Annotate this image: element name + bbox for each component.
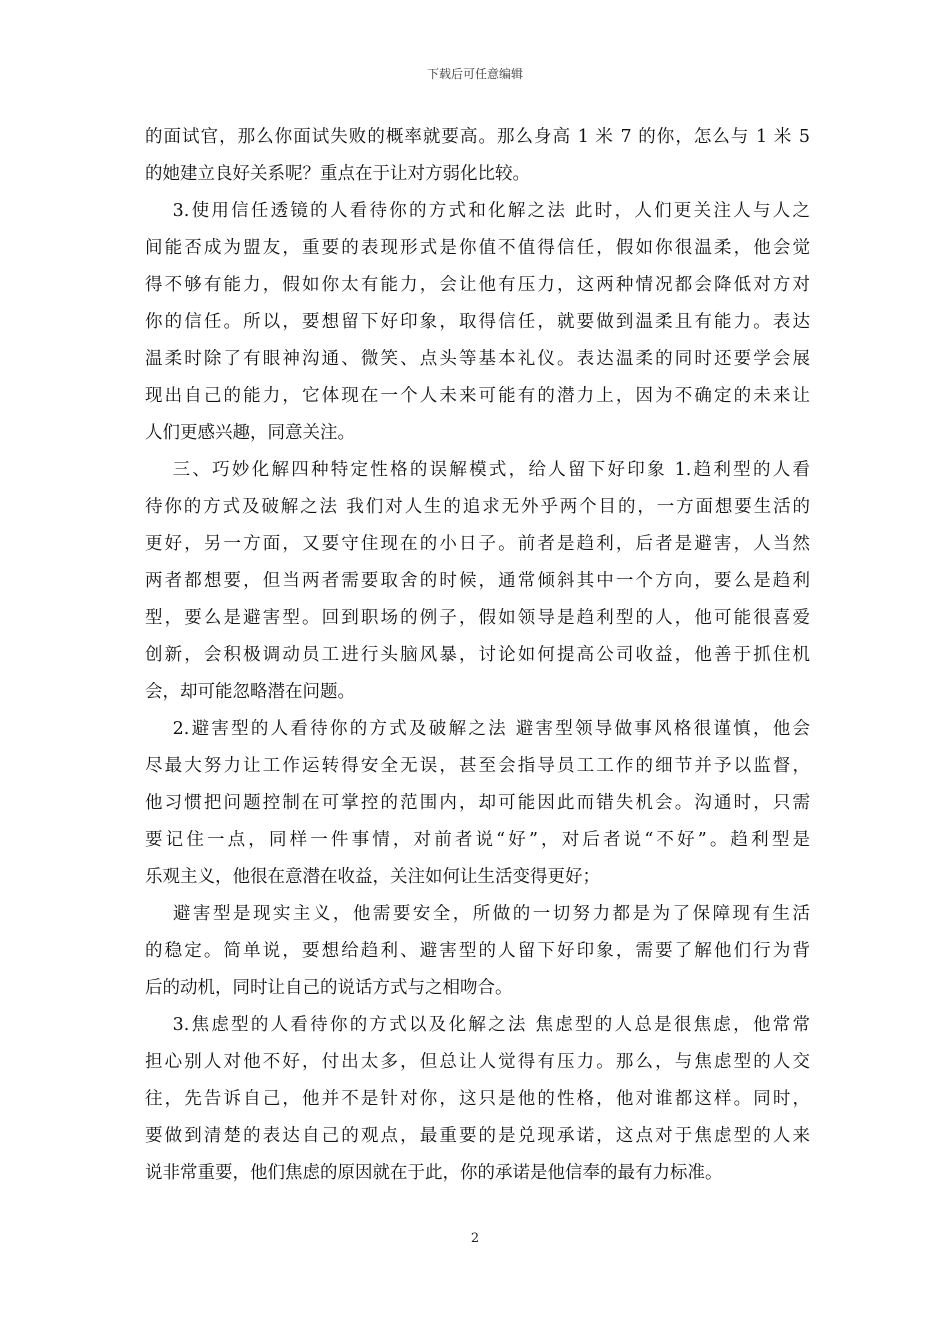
text-line: 要记住一点，同样一件事情，对前者说“好”，对后者说“不好”。趋利型是 xyxy=(145,830,810,850)
text-line: 人们更感兴趣，同意关注。 xyxy=(145,423,355,443)
text-line: 两者都想要，但当两者需要取舍的时候，通常倾斜其中一个方向，要么是趋利 xyxy=(145,571,810,591)
document-body xyxy=(145,119,810,1192)
text-line: 要做到清楚的表达自己的观点，最重要的是兑现承诺，这点对于焦虑型的人来 xyxy=(145,1126,810,1146)
text-line: 三、巧妙化解四种特定性格的误解模式，给人留下好印象 1.趋利型的人看 xyxy=(145,460,810,480)
text-line: 3.使用信任透镜的人看待你的方式和化解之法 此时，人们更关注人与人之 xyxy=(145,201,810,221)
paragraph xyxy=(145,119,810,193)
text-line: 担心别人对他不好，付出太多，但总让人觉得有压力。那么，与焦虑型的人交 xyxy=(145,1052,810,1072)
page-header: 下载后可任意编辑 xyxy=(426,67,523,81)
text-line: 更好，另一方面，又要守住现在的小日子。前者是趋利，后者是避害，人当然 xyxy=(145,534,810,554)
text-line: 会，却可能忽略潜在问题。 xyxy=(145,682,355,702)
paragraph xyxy=(145,896,810,1007)
text-line: 后的动机，同时让自己的说话方式与之相吻合。 xyxy=(145,978,513,998)
text-line: 创新，会积极调动员工进行头脑风暴，讨论如何提高公司收益，他善于抓住机 xyxy=(145,645,810,665)
text-line: 乐观主义，他很在意潜在收益，关注如何让生活变得更好； xyxy=(145,867,600,887)
text-line: 间能否成为盟友，重要的表现形式是你值不值得信任，假如你很温柔，他会觉 xyxy=(145,238,810,258)
text-line: 型，要么是避害型。回到职场的例子，假如领导是趋利型的人，他可能很喜爱 xyxy=(145,608,810,628)
text-line: 的她建立良好关系呢？重点在于让对方弱化比较。 xyxy=(145,164,530,184)
text-line: 说非常重要，他们焦虑的原因就在于此，你的承诺是他信奉的最有力标准。 xyxy=(145,1163,723,1183)
page-number: 2 xyxy=(470,1231,480,1246)
text-line: 待你的方式及破解之法 我们对人生的追求无外乎两个目的，一方面想要生活的 xyxy=(145,497,810,517)
text-line: 的稳定。简单说，要想给趋利、避害型的人留下好印象，需要了解他们行为背 xyxy=(145,941,810,961)
text-line: 2.避害型的人看待你的方式及破解之法 避害型领导做事风格很谨慎，他会 xyxy=(145,719,810,739)
text-line: 尽最大努力让工作运转得安全无误，甚至会指导员工工作的细节并予以监督， xyxy=(145,756,810,776)
paragraph xyxy=(145,193,810,452)
paragraph xyxy=(145,711,810,896)
paragraph xyxy=(145,1007,810,1192)
text-line: 的面试官，那么你面试失败的概率就要高。那么身高 1 米 7 的你，怎么与 1 米 5 xyxy=(145,127,810,147)
paragraph xyxy=(145,452,810,711)
text-line: 现出自己的能力，它体现在一个人未来可能有的潜力上，因为不确定的未来让 xyxy=(145,386,810,406)
text-line: 3.焦虑型的人看待你的方式以及化解之法 焦虑型的人总是很焦虑，他常常 xyxy=(145,1015,810,1035)
text-line: 得不够有能力，假如你太有能力，会让他有压力，这两种情况都会降低对方对 xyxy=(145,275,810,295)
text-line: 避害型是现实主义，他需要安全，所做的一切努力都是为了保障现有生活 xyxy=(145,904,810,924)
text-line: 他习惯把问题控制在可掌控的范围内，却可能因此而错失机会。沟通时，只需 xyxy=(145,793,810,813)
text-line: 你的信任。所以，要想留下好印象，取得信任，就要做到温柔且有能力。表达 xyxy=(145,312,810,332)
text-line: 往，先告诉自己，他并不是针对你，这只是他的性格，他对谁都这样。同时， xyxy=(145,1089,810,1109)
text-line: 温柔时除了有眼神沟通、微笑、点头等基本礼仪。表达温柔的同时还要学会展 xyxy=(145,349,810,369)
